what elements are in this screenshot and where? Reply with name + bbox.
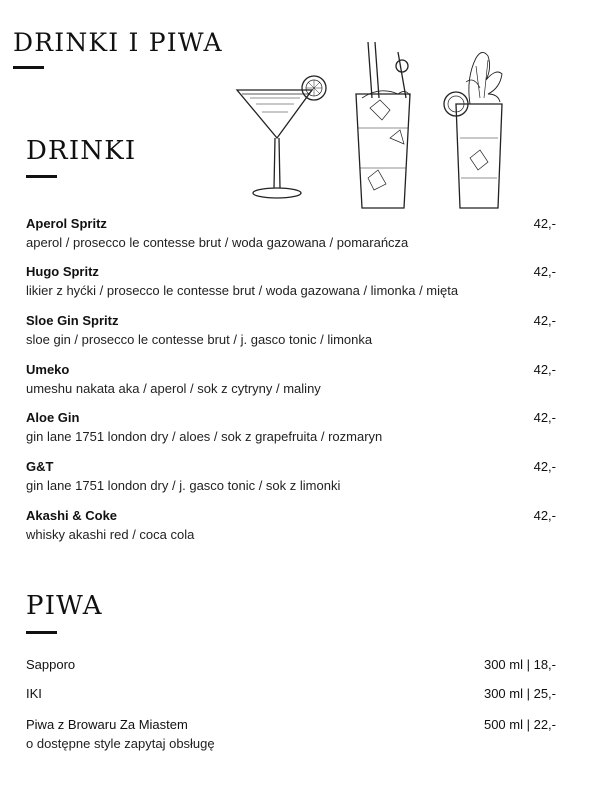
herb-glass-icon	[444, 52, 502, 208]
item-price: 42,-	[533, 508, 556, 523]
beer-item-iki	[26, 686, 556, 702]
drinks-title-underline	[26, 175, 57, 178]
item-description: whisky akashi red / coca cola	[26, 527, 195, 542]
drinks-section-title: DRINKI	[26, 136, 137, 166]
item-name: Akashi & Coke	[26, 508, 118, 523]
item-name: Sloe Gin Spritz	[26, 313, 119, 328]
item-price: 500 ml | 22,-	[483, 717, 556, 732]
beers-title-underline	[26, 631, 57, 634]
item-price: 42,-	[533, 313, 556, 328]
cocktail-glasses-icon	[230, 38, 520, 213]
item-price: 42,-	[533, 264, 556, 279]
item-price: 42,-	[533, 410, 556, 425]
item-price: 300 ml | 18,-	[483, 657, 556, 672]
item-name: G&T	[26, 459, 54, 474]
item-name: Aloe Gin	[26, 410, 80, 425]
item-price: 42,-	[533, 362, 556, 377]
item-description: o dostępne style zapytaj obsługę	[26, 736, 215, 751]
drink-item-umeko	[26, 362, 556, 397]
item-name: Aperol Spritz	[26, 216, 107, 231]
beer-item-sapporo	[26, 657, 556, 673]
item-name: IKI	[26, 686, 42, 701]
item-price: 300 ml | 25,-	[483, 686, 556, 701]
item-description: likier z hyćki / prosecco le contesse brut / woda gazowana / limonka / mięta	[26, 283, 459, 298]
title-underline	[13, 66, 44, 69]
drink-item-g-and-t	[26, 459, 556, 494]
highball-glass-icon	[356, 42, 410, 208]
martini-glass-icon	[237, 76, 326, 198]
item-name: Piwa z Browaru Za Miastem	[26, 717, 188, 732]
drink-item-akashi-coke	[26, 508, 556, 543]
item-description: umeshu nakata aka / aperol / sok z cytryny / maliny	[26, 381, 321, 396]
beers-section-title: PIWA	[26, 591, 103, 621]
item-description: gin lane 1751 london dry / j. gasco tonic / sok z limonki	[26, 478, 341, 493]
item-name: Hugo Spritz	[26, 264, 99, 279]
page-title: DRINKI I PIWA	[13, 28, 223, 57]
item-description: gin lane 1751 london dry / aloes / sok z grapefruita / rozmaryn	[26, 429, 383, 444]
drink-item-aperol-spritz	[26, 216, 556, 251]
drink-item-aloe-gin	[26, 410, 556, 445]
item-price: 42,-	[533, 216, 556, 231]
item-price: 42,-	[533, 459, 556, 474]
item-description: sloe gin / prosecco le contesse brut / j. gasco tonic / limonka	[26, 332, 373, 347]
beer-item-za-miastem	[26, 717, 556, 752]
item-description: aperol / prosecco le contesse brut / woda gazowana / pomarańcza	[26, 235, 409, 250]
drink-item-sloe-gin-spritz	[26, 313, 556, 348]
drink-item-hugo-spritz	[26, 264, 556, 299]
item-name: Sapporo	[26, 657, 76, 672]
item-name: Umeko	[26, 362, 70, 377]
